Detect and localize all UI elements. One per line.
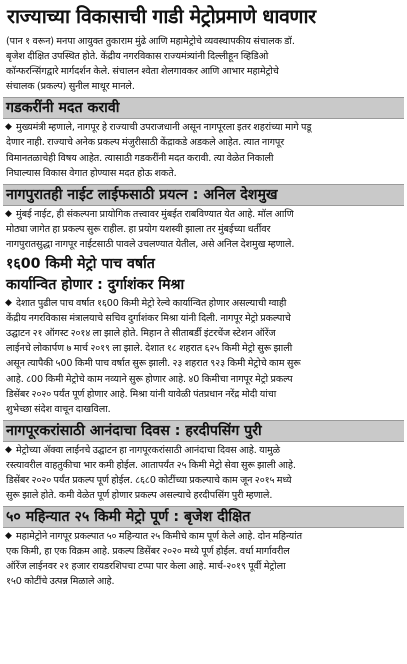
section-body-puri — [3, 443, 404, 503]
body-line: देशात पुढील पाच वर्षात १६00 किमी मेट्रो रेल्वे कार्यान्वित होणार असल्याची ग्वाही — [16, 298, 287, 310]
body-line: महामेट्रोने नागपूर प्रकल्पात ५० महिन्यात २५ किमीचे काम पूर्ण केले आहे. दोन महिन्यांत — [16, 531, 302, 543]
body-line: मोठ्या जागेत हा प्रकल्प सुरू राहील. हा प्रयोग यशस्वी झाला तर मुंबईच्या धर्तीवर — [6, 223, 271, 235]
body-line: सुरू झाले होते. कमी वेळेत पूर्ण होणार प्रकल्प असल्याचे हरदीपसिंग पुरी म्हणाले. — [6, 490, 273, 502]
body-line: डिसेंबर २०२० पर्यंत पूर्ण होणार आहे. मिश्रा यांनी यावेळी पंतप्रधान नरेंद्र मोदी यांचा — [6, 388, 277, 400]
body-line: निघाल्यास विकास वेगात होण्यास मदत होऊ शकते. — [6, 167, 177, 179]
section-body-mishra — [3, 296, 404, 417]
body-line: केंद्रीय नगरविकास मंत्रालयाचे सचिव दुर्गाशंकर मिश्रा यांनी दिली. नागपूर मेट्रो प्रकल्पाचे — [6, 313, 291, 325]
bullet-diamond-icon: ◆ — [5, 444, 12, 455]
body-line: १५0 कोटींचे उत्पन्न मिळाले आहे. — [6, 576, 115, 588]
intro-line: (पान १ वरून) मनपा आयुक्त तुकाराम मुंढे आणि महामेट्रोचे व्यवस्थापकीय संचालक डॉ. — [6, 36, 295, 47]
body-line: देणार नाही. राज्याचे अनेक प्रकल्प मंजुरीसाठी केंद्राकडे अडकले आहेत. त्यात नागपूर — [6, 137, 285, 149]
body-line: रस्त्यावरील वाहतुकीचा भार कमी होईल. आतापर्यंत २५ किमी मेट्रो सेवा सुरू झाली आहे. — [6, 459, 296, 471]
intro-line: कॉन्फरन्सिंगद्वारे मार्गदर्शन केले. संचालन श्वेता शेलगावकर आणि आभार महामेट्रोचे — [6, 66, 279, 78]
section-subheading-mishra: कार्यान्वित होणार : दुर्गाशंकर मिश्रा — [6, 277, 185, 294]
news-article — [3, 0, 404, 664]
section-heading-gadkari: गडकरींनी मदत करावी — [3, 97, 404, 119]
body-line: आहे. ८00 किमी मेट्रोचे काम नव्याने सुरू होणार आहे. ४0 किमीचा नागपूर मेट्रो प्रकल्प — [6, 373, 293, 385]
section-body-gadkari — [3, 120, 404, 180]
body-line: ऑरेंज लाईनवर २१ हजार रायडरशिपचा टप्पा पार केला आहे. मार्च-२०१९ पूर्वी मेट्रोला — [6, 561, 286, 573]
body-line: मेट्रोच्या ॲक्वा लाईनचे उद्घाटन हा नागपूरकरांसाठी आनंदाचा दिवस आहे. यामुळे — [16, 444, 280, 456]
body-line: लाईनचे लोकार्पण ७ मार्च २०१९ ला झाले. देशात १८ शहरात ६२५ किमी मेट्रो सुरू झाली — [6, 343, 293, 355]
section-body-dixit — [3, 529, 404, 589]
bullet-diamond-icon: ◆ — [5, 298, 12, 309]
body-line: एक किमी, हा एक विक्रम आहे. प्रकल्प डिसेंबर २०२० मध्ये पूर्ण होईल. वर्धा मार्गावरील — [6, 546, 290, 558]
section-heading-metro-1600: १६00 किमी मेट्रो पाच वर्षात — [6, 256, 155, 273]
section-body-nightlife — [3, 207, 404, 252]
section-heading-dixit: ५० महिन्यात २५ किमी मेट्रो पूर्ण : बृजेश दीक्षित — [3, 506, 404, 528]
article-headline: राज्याच्या विकासाची गाडी मेट्रोप्रमाणे धावणार — [7, 5, 316, 28]
body-line: डिसेंबर २०२० पर्यंत प्रकल्प पूर्ण होईल. ८६८0 कोटींच्या प्रकल्पाचे काम जून २०१५ मध्ये — [6, 474, 292, 486]
bullet-diamond-icon: ◆ — [5, 122, 12, 133]
body-line: विमानतळाचेही विषय आहेत. त्यासाठी गडकरींनी मदत करावी. त्या वेळेत निकाली — [6, 152, 274, 164]
bullet-diamond-icon: ◆ — [5, 208, 12, 219]
intro-line: बृजेश दीक्षित उपस्थित होते. केंद्रीय नगरविकास राज्यमंत्र्यांनी दिल्लीहून व्हिडिओ — [6, 51, 269, 63]
body-line: उद्घाटन २१ ऑगस्ट २०१४ ला झाले होते. मिहान ते सीताबर्डी इंटरचेंज स्टेशन ऑरेंज — [6, 328, 276, 340]
body-line: असून त्यापैकी ५00 किमी पाच वर्षात सुरू झाली. २३ शहरात ९२३ किमी मेट्रोचे काम सुरू — [6, 358, 301, 370]
body-line: मुख्यमंत्री म्हणाले, नागपूर हे राज्याची उपराजधानी असून नागपूरला इतर शहरांच्या मागे पडू — [16, 122, 312, 134]
body-line: मुंबई नाईट, ही संकल्पना प्रायोगिक तत्त्वावर मुंबईत राबविण्यात येत आहे. मॉल आणि — [16, 208, 294, 220]
section-heading-nightlife: नागपुरातही नाईट लाईफसाठी प्रयत्न : अनिल देशमुख — [3, 184, 404, 206]
body-line: नागपुरातसुद्धा नागपूर नाईटसाठी पावले उचलण्यात येतील, असे अनिल देशमुख म्हणाले. — [6, 238, 295, 250]
intro-paragraph — [3, 34, 404, 94]
section-heading-puri: नागपूरकरांसाठी आनंदाचा दिवस : हरदीपसिंग पुरी — [3, 420, 404, 442]
body-line: शुभेच्छा संदेश वाचून दाखविला. — [6, 403, 111, 415]
intro-line: संचालक (प्रकल्प) सुनील माथूर मानले. — [6, 81, 135, 93]
bullet-diamond-icon: ◆ — [5, 531, 12, 542]
